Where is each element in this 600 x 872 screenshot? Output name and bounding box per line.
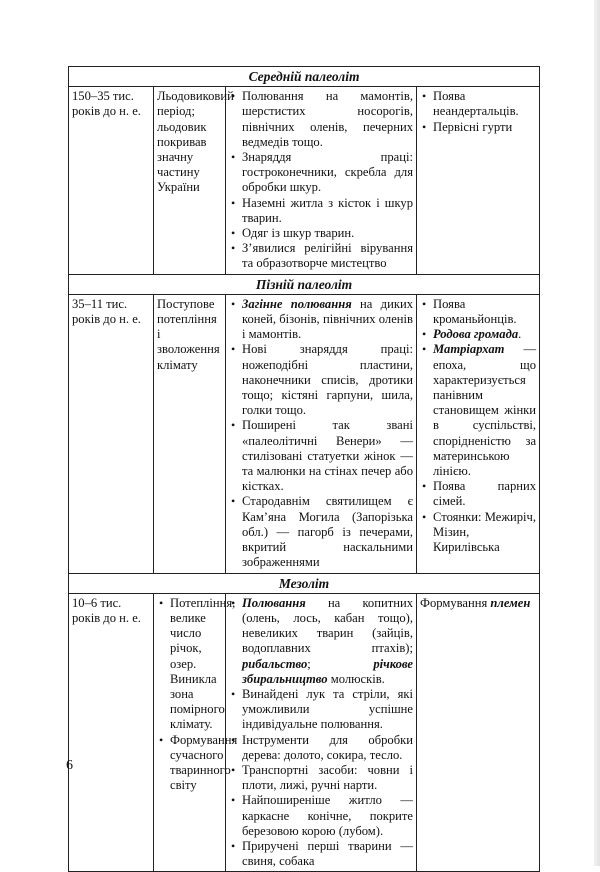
list-item: • Винайдені лук та стріли, які уможливили успішне індивідуальне полювання. (229, 687, 413, 733)
term-river-gathering: річкове збиральництво (242, 656, 413, 686)
term-driven-hunt: Загінне полювання (242, 296, 352, 311)
item-text: Формування (420, 595, 491, 610)
table-row (69, 294, 540, 573)
climate-list (157, 595, 238, 794)
list-item: • Первісні гурти (420, 120, 536, 135)
list-item: • Найпоширеніше житло — каркасне конічне, покрите березовою корою (лубом). (229, 793, 413, 839)
activities-cell (226, 294, 417, 573)
term-fishing: рибальство (242, 656, 308, 671)
list-item: • Знаряддя праці: гостроконечники, скребла для обробки шкур. (229, 150, 413, 196)
climate-cell: Льодовиковий період; льодовик покривав значну частину України (154, 87, 226, 274)
section-header-row (69, 573, 540, 593)
list-item: • Наземні житла з кісток і шкур тварин. (229, 196, 413, 226)
section-title-mesolithic: Мезоліт (69, 573, 540, 593)
term-matriarchy: Матріархат (433, 342, 505, 357)
term-tribes: племен (490, 595, 531, 610)
period-cell: 10–6 тис. років до н. е. (69, 593, 154, 872)
list-item: • Приручені перші тварини — свиня, собака (229, 839, 413, 869)
list-item: • Нові знаряддя праці: ножеподібні пластини, наконечники списів, дротики тощо; кістяні гарпуни, шила, голки тощо. (229, 342, 413, 418)
period-cell: 150–35 тис. років до н. е. (69, 87, 154, 274)
social-list (420, 297, 536, 555)
period-cell: 35–11 тис. років до н. е. (69, 294, 154, 573)
list-item: • Транспортні засоби: човни і плоти, лижі, ручні нарти. (229, 763, 413, 793)
term-hunting: Полювання (242, 595, 306, 610)
item-text: на диких коней, бізонів, північних оленів і мамонтів. (242, 296, 413, 342)
list-item: • Полювання на мамонтів, шерстистих носорогів, північних оленів, печерних ведмедів тощо. (229, 89, 413, 150)
activities-cell (226, 593, 417, 872)
list-item: • З’явилися релігійні вірування та образотворче мистецтво (229, 241, 413, 271)
table-row (69, 87, 540, 274)
item-text: на копитних (олень, лось, кабан тощо), невеликих тварин (зайців, водоплавних птахів); (242, 595, 413, 656)
list-item: • Формування сучасного тваринного світу (157, 733, 222, 794)
item-text: молюсків. (327, 671, 385, 686)
list-item: • Поширені так звані «палеолітичні Венери» — стилізовані статуетки жінок — та малюнки на стінах печер або кістках. (229, 418, 413, 494)
social-cell (417, 87, 540, 274)
list-item: • Потепління, велике число річок, озер. Виникла зона помірного клімату. (157, 596, 222, 733)
list-item: • Стоянки: Межиріч, Мізин, Кирилівська (420, 510, 536, 556)
list-item: • Інструменти для обробки дерева: долото, сокира, тесло. (229, 733, 413, 763)
list-item (229, 596, 413, 687)
history-periods-table (68, 66, 540, 872)
page-number: 6 (66, 758, 73, 773)
list-item: • Поява неандертальців. (420, 89, 536, 119)
term-clan-community: Родова громада (433, 327, 519, 342)
table-row (69, 593, 540, 872)
section-header-row (69, 67, 540, 87)
list-item: • Стародавнім святилищем є Кам’яна Могила (Запорізька обл.) — пагорб із печерами, вкритий наскальними зображеннями (229, 494, 413, 570)
climate-cell (154, 593, 238, 872)
section-title-late-paleolithic: Пізній палеоліт (69, 274, 540, 294)
list-item (420, 327, 536, 342)
list-item (420, 342, 536, 479)
social-cell (417, 593, 540, 872)
activities-cell (226, 87, 417, 274)
section-header-row (69, 274, 540, 294)
list-item: • Поява парних сімей. (420, 479, 536, 509)
activities-list (229, 297, 413, 571)
item-text: ; (307, 656, 374, 671)
list-item (229, 297, 413, 343)
activities-list (229, 596, 413, 870)
social-cell (417, 294, 540, 573)
list-item: • Поява кроманьйонців. (420, 297, 536, 327)
list-item: • Одяг із шкур тварин. (229, 226, 413, 241)
climate-cell: Поступове потепління і зволоження клімату (154, 294, 226, 573)
item-text: . (518, 327, 522, 342)
item-text: — епоха, що характеризується панівним становищем жінки в суспільстві, спорідненістю за материнською лінією. (433, 342, 537, 479)
section-title-middle-paleolithic: Середній палеоліт (69, 67, 540, 87)
activities-list (229, 89, 413, 271)
page-edge-shadow (594, 0, 600, 866)
social-list (420, 89, 536, 135)
